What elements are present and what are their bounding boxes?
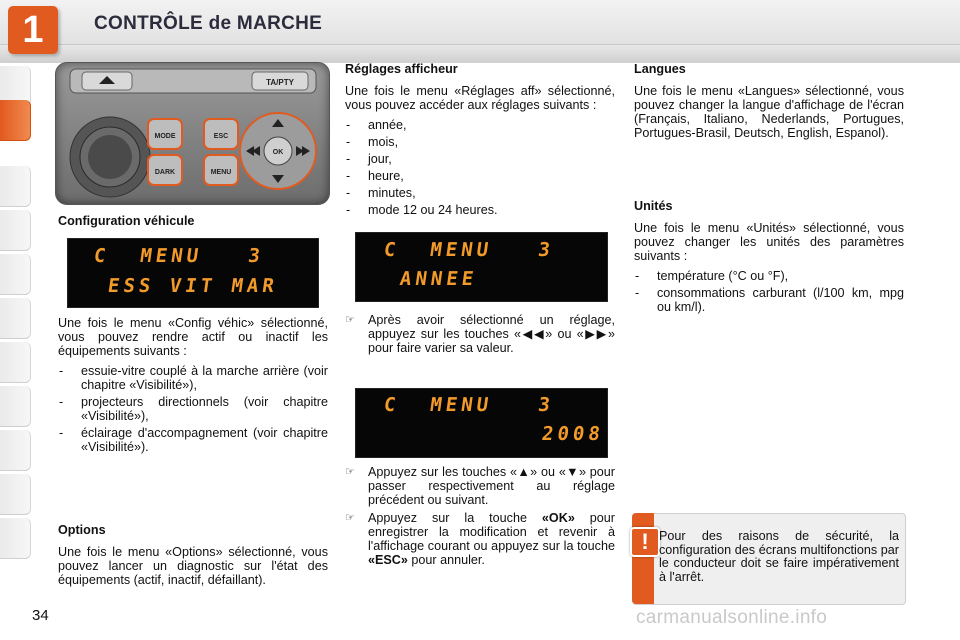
units-title: Unités (634, 199, 673, 213)
units-list (634, 269, 904, 314)
pointer-icon: ☞ (345, 466, 355, 478)
dark-label: DARK (154, 169, 176, 176)
list-item: - consommations carburant (l/100 km, mpg ou km/l). (634, 286, 904, 314)
units-section (634, 199, 904, 317)
lcd-year (355, 232, 608, 302)
tip-adjust (345, 313, 615, 359)
list-item: - année, (345, 118, 615, 132)
side-tab[interactable] (0, 210, 31, 251)
options-section (58, 523, 328, 593)
side-tab[interactable] (0, 342, 31, 383)
list-item: - température (°C ou °F), (634, 269, 904, 283)
warning-text: Pour des raisons de sécurité, la configuration des écrans multifonctions par le conducteur doit se faire impérativement à l'arrêt. (659, 529, 899, 584)
chapter-badge: 1 (8, 6, 58, 54)
ok-key-label: «OK» (541, 511, 575, 525)
side-tab[interactable] (0, 474, 31, 515)
side-tab[interactable] (0, 254, 31, 295)
list-item: - mode 12 ou 24 heures. (345, 203, 615, 217)
column-2 (345, 62, 615, 220)
side-tab-active[interactable] (0, 100, 31, 141)
config-list (58, 364, 328, 454)
tip-text: » ou « (530, 465, 566, 479)
tips-navigation (345, 465, 615, 571)
side-tab[interactable] (0, 298, 31, 339)
control-panel-drawing (56, 63, 329, 204)
lcd-line-2: ANNEE (398, 268, 479, 290)
display-settings-list (345, 118, 615, 217)
list-item: - heure, (345, 169, 615, 183)
lcd-line-2: ESS VIT MAR (106, 275, 280, 297)
arrow-down-icon: ▼ (565, 465, 579, 479)
lcd-config (67, 238, 319, 308)
page-title: CONTRÔLE de MARCHE (94, 13, 323, 34)
header-divider (0, 44, 960, 63)
tip-text: » pour passer respectivement au réglage précédent ou suivant. (368, 465, 615, 507)
esc-key-label: «ESC» (368, 553, 408, 567)
config-title: Configuration véhicule (58, 214, 195, 228)
fast-forward-icon: ▶▶ (583, 327, 608, 341)
lcd-line-2: 2008 (540, 423, 606, 445)
column-1 (58, 214, 328, 236)
page-number: 34 (32, 607, 49, 624)
tip-text: pour enregistrer la modification et revenir à l'affichage courant ou appuyez sur la touche (368, 511, 615, 553)
mode-label: MODE (154, 133, 176, 140)
side-tab[interactable] (0, 518, 31, 559)
side-tab[interactable] (0, 386, 31, 427)
tip-text: Appuyez sur la touche (368, 511, 542, 525)
tip-text: Appuyez sur les touches « (368, 465, 518, 479)
list-item: - projecteurs directionnels (voir chapitre «Visibilité»), (58, 395, 328, 423)
ok-label: OK (272, 149, 284, 156)
languages-title: Langues (634, 62, 686, 76)
lcd-2008 (355, 388, 608, 458)
list-item: - jour, (345, 152, 615, 166)
display-settings-intro: Une fois le menu «Réglages aff» sélectionné, vous pouvez accéder aux réglages suivants : (345, 84, 615, 112)
side-tab[interactable] (0, 166, 31, 207)
list-item: - essuie-vitre couplé à la marche arrière (voir chapitre «Visibilité»), (58, 364, 328, 392)
lcd-line-1: C MENU 3 (92, 245, 266, 267)
pointer-icon: ☞ (345, 314, 355, 326)
tip-text: » pour faire varier sa valeur. (368, 327, 615, 355)
config-body (58, 316, 328, 457)
languages-text: Une fois le menu «Langues» sélectionné, vous pouvez changer la langue d'affichage de l'écran (Français, Italiano, Nederlands, Portugues, Portugues-Brasil, Deutsch, English, Espanol). (634, 84, 904, 140)
list-item: - mois, (345, 135, 615, 149)
side-tab[interactable] (0, 430, 31, 471)
rewind-icon: ◀◀ (520, 327, 546, 341)
list-item: - minutes, (345, 186, 615, 200)
options-title: Options (58, 523, 106, 537)
esc-label: ESC (213, 133, 229, 140)
config-text: Une fois le menu «Config véhic» sélectionné, vous pouvez rendre actif ou inactif les équipements suivants : (58, 316, 328, 358)
units-text: Une fois le menu «Unités» sélectionné, vous pouvez changer les unités des paramètres suivants : (634, 221, 904, 263)
watermark: carmanualsonline.info (636, 607, 828, 628)
list-item: - éclairage d'accompagnement (voir chapitre «Visibilité»). (58, 426, 328, 454)
lcd-line-1: C MENU 3 (382, 394, 556, 416)
options-text: Une fois le menu «Options» sélectionné, vous pouvez lancer un diagnostic sur l'état des équipements (actif, inactif, défaillant). (58, 545, 328, 587)
tip-text: Après avoir sélectionné un réglage, appuyez sur les touches « (368, 313, 615, 341)
display-settings-title: Réglages afficheur (345, 62, 458, 76)
control-panel-photo (55, 62, 330, 205)
tip-text: » ou « (545, 327, 584, 341)
ta-pty-label: TA/PTY (266, 78, 294, 87)
tip-text: pour annuler. (407, 553, 485, 567)
warning-icon: ! (630, 527, 660, 557)
pointer-icon: ☞ (345, 512, 355, 524)
lcd-line-1: C MENU 3 (382, 239, 556, 261)
arrow-up-icon: ▲ (517, 465, 531, 479)
column-3 (634, 62, 904, 146)
menu-label: MENU (210, 169, 232, 176)
